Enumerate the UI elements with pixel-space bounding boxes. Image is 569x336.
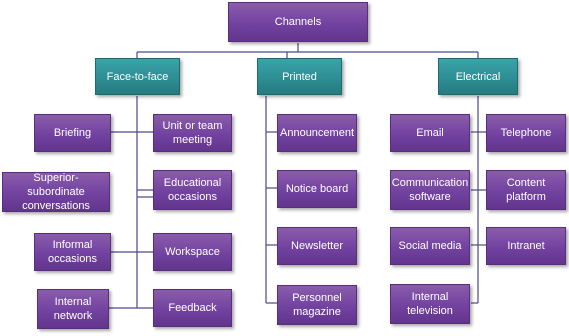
item-informal-occasions: Informal occasions <box>34 233 111 271</box>
item-social-media: Social media <box>390 227 470 265</box>
item-content-platform: Content platform <box>486 170 566 210</box>
item-unit-or-team-meeting: Unit or team meeting <box>153 114 232 152</box>
item-internal-television: Internal television <box>390 284 470 324</box>
category-face-to-face: Face-to-face <box>95 58 180 95</box>
item-feedback: Feedback <box>153 289 232 327</box>
item-email: Email <box>390 114 470 152</box>
category-printed: Printed <box>257 58 342 95</box>
item-intranet: Intranet <box>486 227 566 265</box>
item-announcement: Announcement <box>277 114 357 152</box>
item-notice-board: Notice board <box>277 170 357 208</box>
item-workspace: Workspace <box>153 233 232 271</box>
item-superior-subordinate-conversations: Superior-subordinate conversations <box>2 172 110 212</box>
item-telephone: Telephone <box>486 114 566 152</box>
item-briefing: Briefing <box>34 114 111 152</box>
item-personnel-magazine: Personnel magazine <box>277 285 357 325</box>
category-electrical: Electrical <box>438 58 518 95</box>
item-internal-network: Internal network <box>37 289 109 329</box>
root-node-channels: Channels <box>228 2 368 42</box>
item-communication-software: Communication software <box>390 170 470 210</box>
item-educational-occasions: Educational occasions <box>153 170 232 210</box>
item-newsletter: Newsletter <box>277 227 357 265</box>
